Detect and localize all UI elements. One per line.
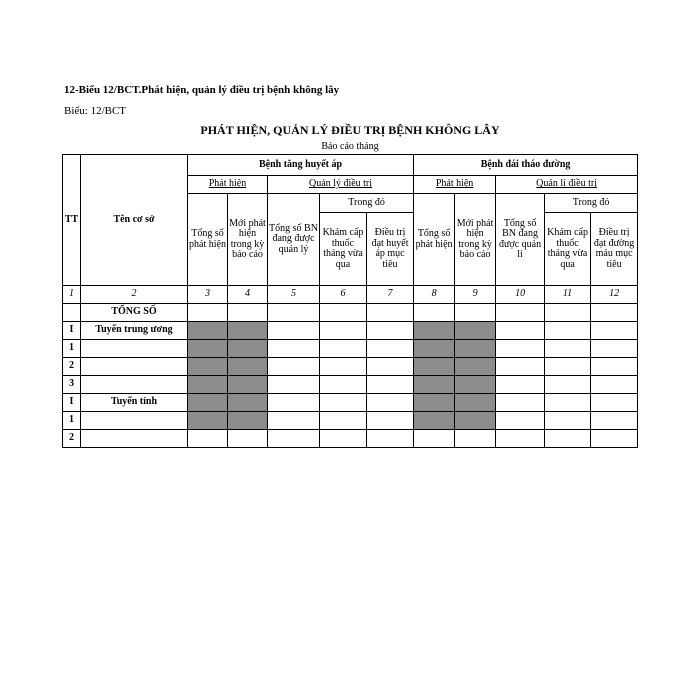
table-cell: [545, 430, 591, 448]
header-col-3: Tổng số phát hiện: [188, 194, 228, 286]
shaded-cell: [455, 358, 496, 376]
shaded-cell: [188, 412, 228, 430]
column-number: 3: [188, 286, 228, 304]
header-tt: TT: [63, 155, 81, 286]
facility-name: Tuyến trung ương: [81, 322, 188, 340]
table-cell: [188, 430, 228, 448]
table-cell: [591, 394, 638, 412]
shaded-cell: [188, 322, 228, 340]
column-number: 5: [268, 286, 320, 304]
column-number: 12: [591, 286, 638, 304]
header-facility-name: Tên cơ sở: [81, 155, 188, 286]
row-number: 1: [63, 340, 81, 358]
table-cell: [591, 376, 638, 394]
header-col-7: Điều trị đạt huyết áp mục tiêu: [367, 213, 414, 286]
table-cell: [545, 394, 591, 412]
table-row: [63, 430, 638, 448]
column-number: 8: [414, 286, 455, 304]
facility-name: [81, 358, 188, 376]
column-number: 9: [455, 286, 496, 304]
shaded-cell: [455, 376, 496, 394]
header-col-11: Khám cấp thuốc tháng vừa qua: [545, 213, 591, 286]
table-cell: [496, 322, 545, 340]
header-management-diabetes: Quản lí điều trị: [496, 176, 638, 194]
table-cell: [591, 412, 638, 430]
header-col-4: Mới phát hiện trong kỳ báo cáo: [228, 194, 268, 286]
header-detection-hypertension: Phát hiện: [188, 176, 268, 194]
shaded-cell: [228, 376, 268, 394]
column-number: 10: [496, 286, 545, 304]
header-detection-diabetes: Phát hiện: [414, 176, 496, 194]
shaded-cell: [414, 376, 455, 394]
facility-name: Tuyến tỉnh: [81, 394, 188, 412]
table-cell: [545, 376, 591, 394]
header-col-10: Tổng số BN đang được quản lí: [496, 194, 545, 286]
shaded-cell: [188, 358, 228, 376]
table-cell: [455, 430, 496, 448]
table-cell: [320, 412, 367, 430]
column-number: 1: [63, 286, 81, 304]
table-body: [63, 322, 638, 448]
header-of-which-diabetes: Trong đó: [545, 194, 638, 213]
shaded-cell: [228, 394, 268, 412]
table-row: [63, 358, 638, 376]
table-cell: [496, 430, 545, 448]
table-cell: [320, 304, 367, 322]
table-cell: [496, 394, 545, 412]
table-cell: [268, 412, 320, 430]
header-col-6: Khám cấp thuốc tháng vừa qua: [320, 213, 367, 286]
table-cell: [268, 394, 320, 412]
shaded-cell: [228, 412, 268, 430]
facility-name: [81, 412, 188, 430]
table-cell: [545, 340, 591, 358]
table-cell: [228, 304, 268, 322]
shaded-cell: [455, 394, 496, 412]
table-cell: [367, 376, 414, 394]
table-cell: [414, 304, 455, 322]
table-cell: [367, 322, 414, 340]
shaded-cell: [455, 340, 496, 358]
shaded-cell: [414, 340, 455, 358]
table-cell: [268, 376, 320, 394]
shaded-cell: [188, 394, 228, 412]
document-heading: 12-Biểu 12/BCT.Phát hiện, quản lý điều trị bệnh không lây: [64, 84, 340, 96]
table-cell: [320, 430, 367, 448]
table-cell: [367, 358, 414, 376]
table-row: [63, 394, 638, 412]
table-cell: [320, 358, 367, 376]
shaded-cell: [414, 322, 455, 340]
header-col-8: Tổng số phát hiện: [414, 194, 455, 286]
row-number: 1: [63, 412, 81, 430]
shaded-cell: [228, 340, 268, 358]
table-cell: [367, 304, 414, 322]
header-management-hypertension: Quản lý điều trị: [268, 176, 414, 194]
table-cell: [591, 358, 638, 376]
table-cell: [188, 304, 228, 322]
table-row: [63, 322, 638, 340]
facility-name: [81, 376, 188, 394]
table-row: [63, 340, 638, 358]
report-subtitle: Báo cáo tháng: [321, 141, 379, 152]
table-cell: [591, 340, 638, 358]
table-cell: [367, 394, 414, 412]
row-number: I: [63, 394, 81, 412]
column-number: 11: [545, 286, 591, 304]
shaded-cell: [188, 376, 228, 394]
column-number: 7: [367, 286, 414, 304]
table-cell: [496, 358, 545, 376]
report-table: [62, 154, 638, 448]
table-cell: [545, 412, 591, 430]
table-cell: [496, 376, 545, 394]
facility-name: [81, 340, 188, 358]
header-col-12: Điều trị đạt đường máu mục tiêu: [591, 213, 638, 286]
shaded-cell: [455, 322, 496, 340]
table-cell: [545, 304, 591, 322]
table-cell: [545, 358, 591, 376]
header-diabetes: Bệnh đái tháo đường: [414, 155, 638, 176]
shaded-cell: [228, 322, 268, 340]
table-cell: [367, 340, 414, 358]
facility-name: [81, 430, 188, 448]
row-number: 2: [63, 430, 81, 448]
header-hypertension: Bệnh tăng huyết áp: [188, 155, 414, 176]
table-cell: [591, 304, 638, 322]
total-row: [63, 304, 638, 322]
shaded-cell: [188, 340, 228, 358]
table-cell: [320, 340, 367, 358]
shaded-cell: [228, 358, 268, 376]
column-number: 6: [320, 286, 367, 304]
table-cell: [496, 340, 545, 358]
table-cell: [367, 412, 414, 430]
shaded-cell: [414, 412, 455, 430]
table-cell: [268, 322, 320, 340]
table-cell: [367, 430, 414, 448]
table-cell: [268, 304, 320, 322]
header-col-9: Mới phát hiện trong kỳ báo cáo: [455, 194, 496, 286]
table-cell: [414, 430, 455, 448]
row-number: I: [63, 322, 81, 340]
table-cell: [268, 430, 320, 448]
table-cell: [320, 322, 367, 340]
shaded-cell: [455, 412, 496, 430]
table-cell: [591, 430, 638, 448]
table-cell: [320, 376, 367, 394]
total-label: TỔNG SỐ: [81, 304, 188, 322]
header-of-which-hypertension: Trong đó: [320, 194, 414, 213]
table-cell: [496, 412, 545, 430]
table-cell: [268, 358, 320, 376]
table-cell: [455, 304, 496, 322]
shaded-cell: [414, 358, 455, 376]
table-cell: [268, 340, 320, 358]
table-row: [63, 376, 638, 394]
shaded-cell: [414, 394, 455, 412]
table-cell: [496, 304, 545, 322]
table-cell: [591, 322, 638, 340]
report-title: PHÁT HIỆN, QUẢN LÝ ĐIỀU TRỊ BỆNH KHÔNG LÂY: [200, 123, 500, 137]
table-cell: [320, 394, 367, 412]
header-col-5: Tổng số BN đang được quản lý: [268, 194, 320, 286]
form-code: Biểu: 12/BCT: [64, 105, 127, 117]
table-cell: [228, 430, 268, 448]
table-cell: [63, 304, 81, 322]
table-row: [63, 412, 638, 430]
column-number: 2: [81, 286, 188, 304]
table-cell: [545, 322, 591, 340]
row-number: 2: [63, 358, 81, 376]
column-number: 4: [228, 286, 268, 304]
row-number: 3: [63, 376, 81, 394]
